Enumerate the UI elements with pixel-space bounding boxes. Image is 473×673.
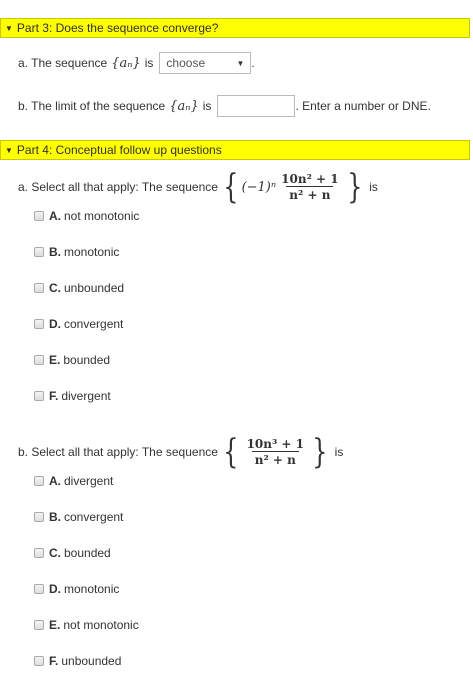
converge-select-value: choose <box>166 56 206 70</box>
sequence-symbol: {aₙ} <box>111 55 141 71</box>
option-text: monotonic <box>64 582 120 596</box>
fraction <box>244 437 307 467</box>
checkbox[interactable] <box>34 656 44 666</box>
caret-down-icon: ▼ <box>236 58 245 68</box>
part4-header[interactable] <box>0 140 470 160</box>
fraction <box>278 172 341 202</box>
option-a-E[interactable] <box>34 353 110 367</box>
sign-factor: (−1)ⁿ <box>241 179 277 195</box>
option-text: unbounded <box>61 654 122 668</box>
checkbox[interactable] <box>34 247 44 257</box>
checkbox[interactable] <box>34 620 44 630</box>
part4-header-title: Part 4: Conceptual follow up questions <box>16 143 222 157</box>
caret-down-icon: ▼ <box>5 23 13 33</box>
option-letter: D. <box>49 317 61 331</box>
option-text: divergent <box>61 389 111 403</box>
option-b-F[interactable] <box>34 654 121 668</box>
option-text: divergent <box>64 474 114 488</box>
option-text: monotonic <box>64 245 120 259</box>
question-a-prompt: a. Select all that apply: The sequence <box>18 180 218 194</box>
question-b-prefix: b. The limit of the sequence <box>18 99 166 113</box>
option-letter: B. <box>49 510 61 524</box>
option-text: unbounded <box>64 281 125 295</box>
option-b-E[interactable] <box>34 618 139 632</box>
question-b-is: is <box>202 99 212 113</box>
part3-header[interactable] <box>0 18 470 38</box>
option-letter: A. <box>49 474 61 488</box>
part4-question-b <box>18 432 344 472</box>
numerator: 10n³ + 1 <box>246 437 305 451</box>
checkbox[interactable] <box>34 476 44 486</box>
question-a-is: is <box>144 56 154 70</box>
option-letter: F. <box>49 654 59 668</box>
option-a-C[interactable] <box>34 281 124 295</box>
option-a-F[interactable] <box>34 389 111 403</box>
checkbox[interactable] <box>34 283 44 293</box>
part3-header-title: Part 3: Does the sequence converge? <box>16 21 219 35</box>
option-letter: C. <box>49 546 61 560</box>
option-text: bounded <box>63 353 111 367</box>
part3-question-b <box>18 95 431 117</box>
checkbox[interactable] <box>34 211 44 221</box>
option-letter: E. <box>49 353 61 367</box>
option-letter: C. <box>49 281 61 295</box>
checkbox[interactable] <box>34 355 44 365</box>
numerator: 10n² + 1 <box>281 172 339 186</box>
option-text: bounded <box>64 546 111 560</box>
checkbox[interactable] <box>34 319 44 329</box>
option-letter: A. <box>49 209 61 223</box>
denominator: n² + n <box>252 451 299 467</box>
option-text: not monotonic <box>64 209 140 223</box>
option-letter: B. <box>49 245 61 259</box>
converge-select[interactable] <box>159 52 251 74</box>
question-a-suffix: . <box>251 56 255 70</box>
left-brace: { <box>223 167 239 207</box>
option-b-C[interactable] <box>34 546 111 560</box>
sequence-symbol: {aₙ} <box>169 98 199 114</box>
option-letter: D. <box>49 582 61 596</box>
checkbox[interactable] <box>34 391 44 401</box>
option-text: convergent <box>64 510 124 524</box>
limit-input[interactable] <box>217 95 295 117</box>
denominator: n² + n <box>286 186 333 202</box>
part3-question-a <box>18 52 255 74</box>
option-a-B[interactable] <box>34 245 119 259</box>
question-b-prompt: b. Select all that apply: The sequence <box>18 445 218 459</box>
checkbox[interactable] <box>34 512 44 522</box>
caret-down-icon: ▼ <box>5 145 13 155</box>
option-text: not monotonic <box>63 618 139 632</box>
question-a-suffix: is <box>369 180 378 194</box>
right-brace: } <box>346 167 362 207</box>
option-b-A[interactable] <box>34 474 113 488</box>
option-b-D[interactable] <box>34 582 119 596</box>
question-b-suffix: is <box>334 445 344 459</box>
left-brace: { <box>223 432 239 472</box>
checkbox[interactable] <box>34 584 44 594</box>
option-a-D[interactable] <box>34 317 123 331</box>
checkbox[interactable] <box>34 548 44 558</box>
option-letter: E. <box>49 618 61 632</box>
question-b-suffix: . Enter a number or DNE. <box>295 99 431 113</box>
option-letter: F. <box>49 389 59 403</box>
option-text: convergent <box>64 317 124 331</box>
part4-question-a <box>18 167 378 207</box>
option-a-A[interactable] <box>34 209 139 223</box>
option-b-B[interactable] <box>34 510 123 524</box>
question-a-prefix: a. The sequence <box>18 56 108 70</box>
right-brace: } <box>312 432 328 472</box>
